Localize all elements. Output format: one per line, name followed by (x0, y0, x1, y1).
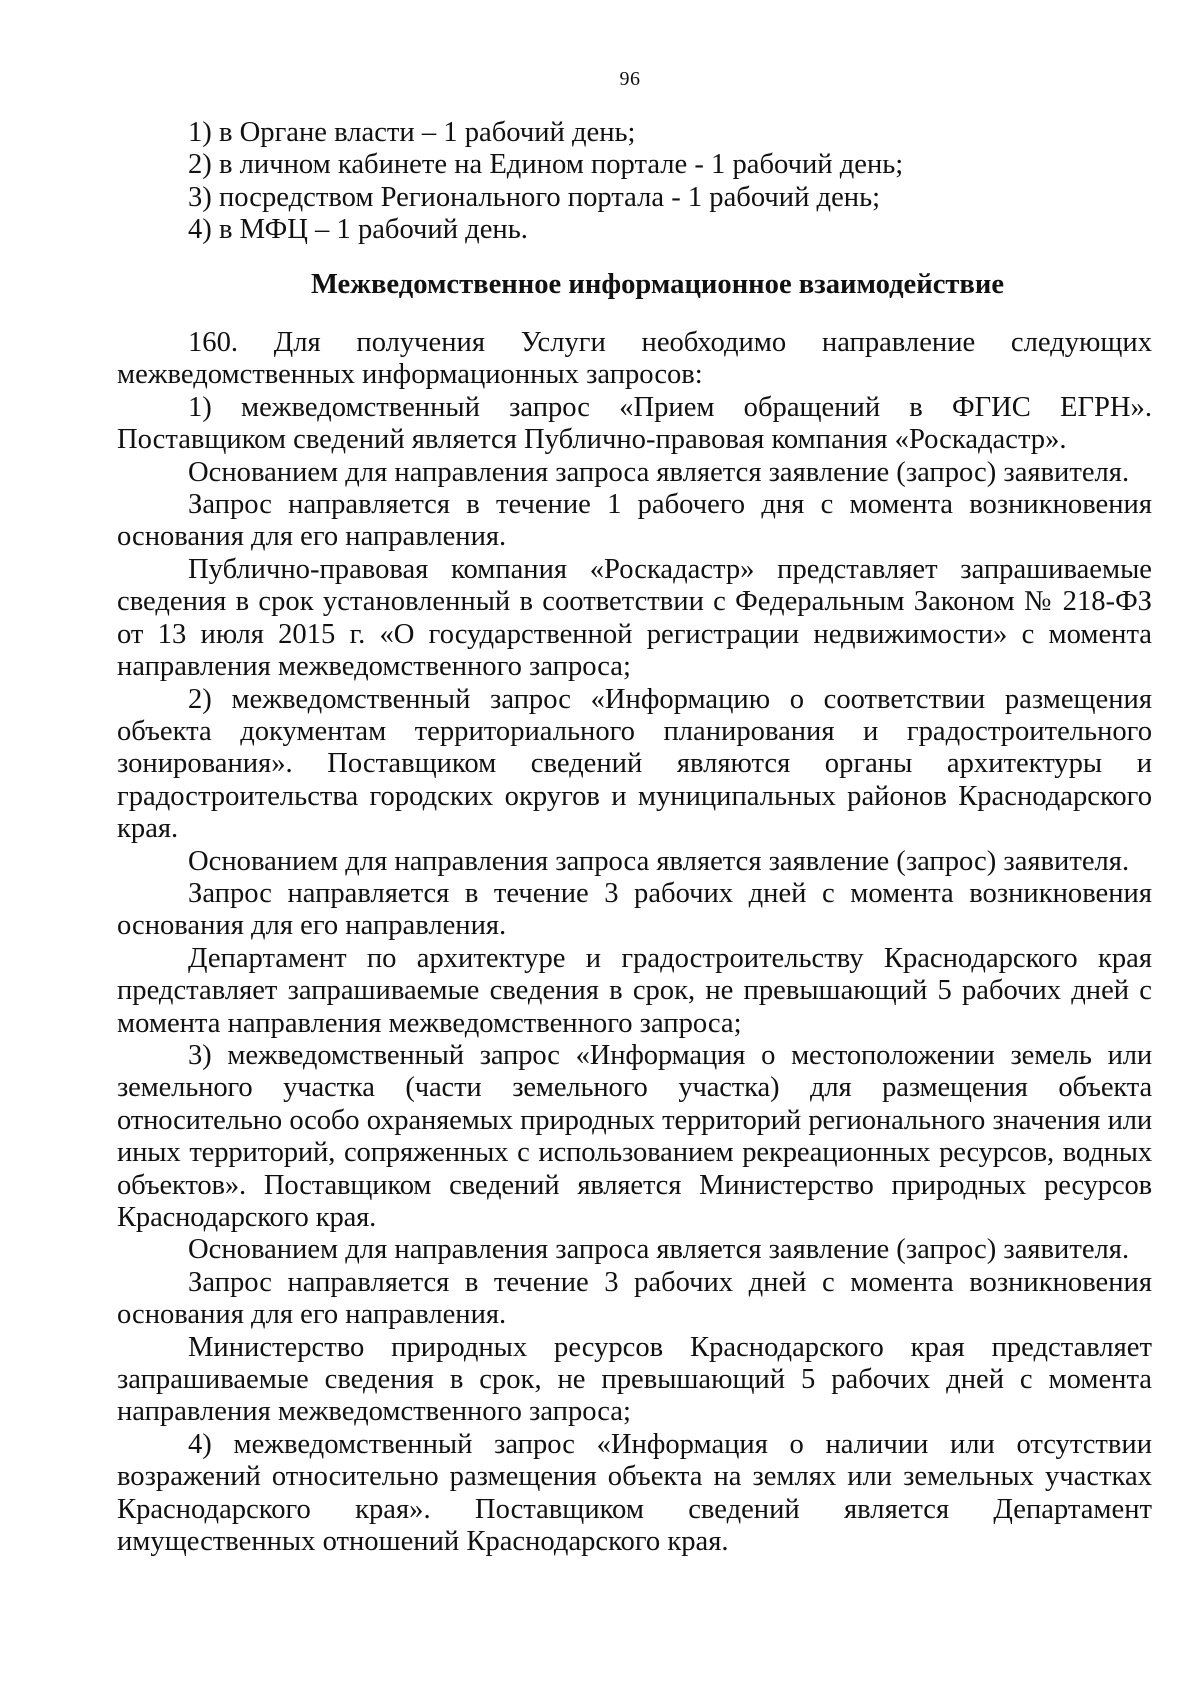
paragraph-basis: Основанием для направления запроса является заявление (запрос) заявителя. (188, 845, 1130, 877)
deadline-list (117, 117, 1152, 247)
paragraph-timing: Запрос направляется в течение 3 рабочих дней с момента возникновения основания для его направления. (117, 1266, 1152, 1331)
paragraph-response: Департамент по архитектуре и градостроительству Краснодарского края представляет запрашиваемые сведения в срок, не превышающий 5 рабочих дней с момента направления межведомственного запроса; (117, 942, 1152, 1039)
page-number: 96 (619, 68, 641, 90)
section-heading: Межведомственное информационное взаимодействие (310, 268, 1005, 300)
paragraph-request-3: 3) межведомственный запрос «Информация о местоположении земель или земельного участка (части земельного участка) для размещения объекта относительно особо охраняемых природных территорий регионального значения или иных территорий, сопряженных с использованием рекреационных ресурсов, водных объектов». Поставщиком сведений является Министерство природных ресурсов Краснодарского края. (117, 1039, 1152, 1233)
paragraph-160-intro: 160. Для получения Услуги необходимо направление следующих межведомственных информационных запросов: (117, 327, 1152, 391)
paragraph-basis: Основанием для направления запроса является заявление (запрос) заявителя. (188, 1234, 1130, 1266)
paragraph-timing: Запрос направляется в течение 3 рабочих дней с момента возникновения основания для его направления. (117, 877, 1152, 942)
document-body (117, 117, 1152, 1558)
list-item: 4) в МФЦ – 1 рабочий день. (188, 214, 528, 246)
paragraph-request-4: 4) межведомственный запрос «Информация о наличии или отсутствии возражений относительно размещения объекта на землях или земельных участках Краснодарского края». Поставщиком сведений является Департамент имущественных отношений Краснодарского края. (117, 1428, 1152, 1558)
paragraph-timing: Запрос направляется в течение 1 рабочего дня с момента возникновения основания для его направления. (117, 489, 1152, 553)
paragraph-request-1: 1) межведомственный запрос «Прием обращений в ФГИС ЕГРН». Поставщиком сведений является Публично-правовая компания «Роскадастр». (117, 391, 1152, 456)
list-item: 2) в личном кабинете на Едином портале - 1 рабочий день; (188, 149, 904, 181)
paragraph-basis: Основанием для направления запроса является заявление (запрос) заявителя. (188, 456, 1130, 488)
list-item: 1) в Органе власти – 1 рабочий день; (188, 117, 636, 148)
paragraph-request-2: 2) межведомственный запрос «Информацию о соответствии размещения объекта документам территориального планирования и градостроительного зонирования». Поставщиком сведений являются органы архитектуры и градостроительства городских округов и муниципальных районов Краснодарского края. (117, 683, 1152, 845)
section-body (117, 327, 1152, 1558)
paragraph-response: Публично-правовая компания «Роскадастр» представляет запрашиваемые сведения в срок установленный в соответствии с Федеральным Законом № 218-ФЗ от 13 июля 2015 г. «О государственной регистрации недвижимости» с момента направления межведомственного запроса; (117, 553, 1152, 683)
list-item: 3) посредством Регионального портала - 1 рабочий день; (188, 181, 881, 213)
paragraph-response: Министерство природных ресурсов Краснодарского края представляет запрашиваемые сведения в срок, не превышающий 5 рабочих дней с момента направления межведомственного запроса; (117, 1331, 1152, 1428)
